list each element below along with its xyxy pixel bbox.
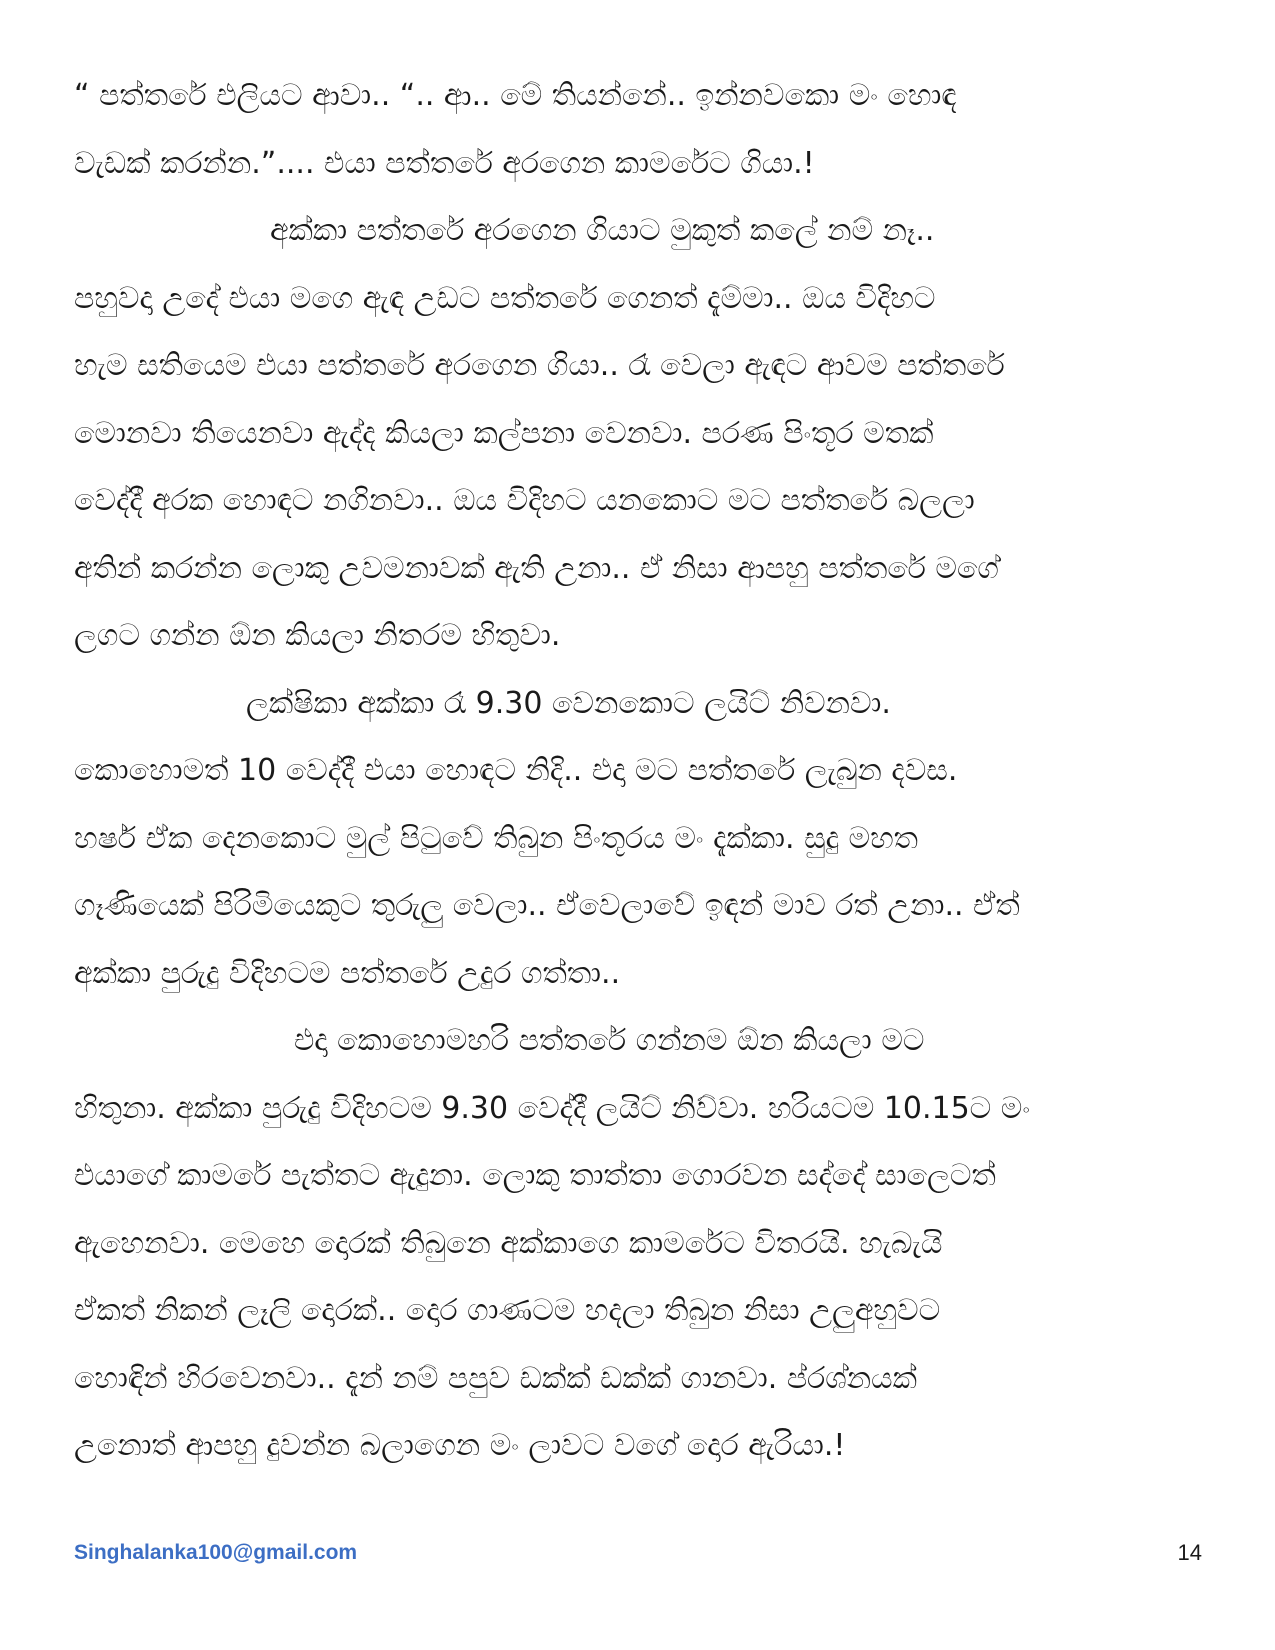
text-line: හැම සතියෙම එයා පත්තරේ අරගෙන ගියා.. රෑ වෙලා ඇඳට ආවම පත්තරේ — [74, 348, 1005, 383]
text-line: අතින් කරන්න ලොකු උවමනාවක් ඇති උනා.. ඒ නිසා ආපහු පත්තරේ මගේ — [74, 550, 999, 586]
page-number: 14 — [1177, 1540, 1202, 1565]
text-line: ගෑණියෙක් පිරිමියෙකුට තුරුලු වෙලා.. ඒවෙලාවේ ඉඳන් මාව රත් උනා.. ඒත් — [74, 888, 1020, 923]
text-line: හිතුනා. අක්කා පුරුදු විදිහටම 9.30 වෙද්දී ලයිට් නිව්වා. හරියටම 10.15ට මං — [74, 1090, 1030, 1126]
text-line: වැඩක් කරන්න.”.... එයා පත්තරේ අරගෙන කාමරේට ගියා.! — [74, 145, 815, 181]
paragraph-first-line: ලක්ෂිකා අක්කා රෑ 9.30 වෙනකොට ලයිට් නිවනවා. — [246, 685, 891, 721]
text-line: කොහොමත් 10 වෙද්දී එයා හොඳට නිදි.. එදා මට පත්තරේ ලැබුන දවස. — [74, 753, 958, 788]
text-line: පහුවදා උදේ එයා මගෙ ඇඳ උඩට පත්තරේ ගෙනත් දැම්මා.. ඔය විදිහට — [74, 280, 936, 316]
text-line: “ පත්තරේ එලියට ආවා.. “.. ආ.. මේ තියන්නේ.. ඉන්නවකො මං හොඳ — [74, 78, 957, 113]
text-line: එයාගේ කාමරේ පැත්තට ඇදුනා. ලොකු තාත්තා ගොරවන සද්දේ සාලෙටත් — [74, 1158, 996, 1193]
text-line: වෙද්දී අරක හොඳට නගිනවා.. ඔය විදිහට යනකොට මට පත්තරේ බලලා — [74, 483, 975, 518]
text-line: ඇහෙනවා. මෙහෙ දොරක් තිබුනෙ අක්කාගෙ කාමරේට විතරයි. හැබැයි — [74, 1225, 943, 1261]
text-line: ඒකත් නිකන් ලෑලි දොරක්.. දොර ගාණටම හදලා තිබුන නිසා උලුඅහුවට — [74, 1293, 941, 1328]
body-text — [74, 62, 1214, 1480]
paragraph-first-line: එදා කොහොමහරි පත්තරේ ගන්නම ඕන කියලා මට — [294, 1023, 925, 1058]
text-line: හර්ෂ ඒක දෙනකොට මුල් පිටුවේ තිබුන පිංතූරය මං දැක්කා. සුදු මහත — [74, 820, 919, 856]
text-line: උනොත් ආපහු දුවන්න බලාගෙන මං ලාවට වගේ දොර ඇරියා.! — [74, 1428, 846, 1463]
text-line: හොඳින් හිරවෙනවා.. දැන් නම් පපුව ඩක්ක් ඩක්ක් ගානවා. ප්රශ්නයක් — [74, 1360, 917, 1396]
text-line: ලගට ගන්න ඕන කියලා නිතරම හිතුවා. — [74, 618, 561, 653]
footer-email-link[interactable]: Singhalanka100@gmail.com — [74, 1541, 358, 1564]
paragraph-first-line: අක්කා පත්තරේ අරගෙන ගියාට මුකුත් කලේ නම් නෑ.. — [270, 213, 935, 248]
text-line: මොනවා තියෙනවා ඇද්ද කියලා කල්පනා වෙනවා. පරණ පිංතූර මතක් — [74, 415, 934, 451]
text-line: අක්කා පුරුදු විදිහටම පත්තරේ උදුර ගත්තා.. — [74, 955, 621, 991]
